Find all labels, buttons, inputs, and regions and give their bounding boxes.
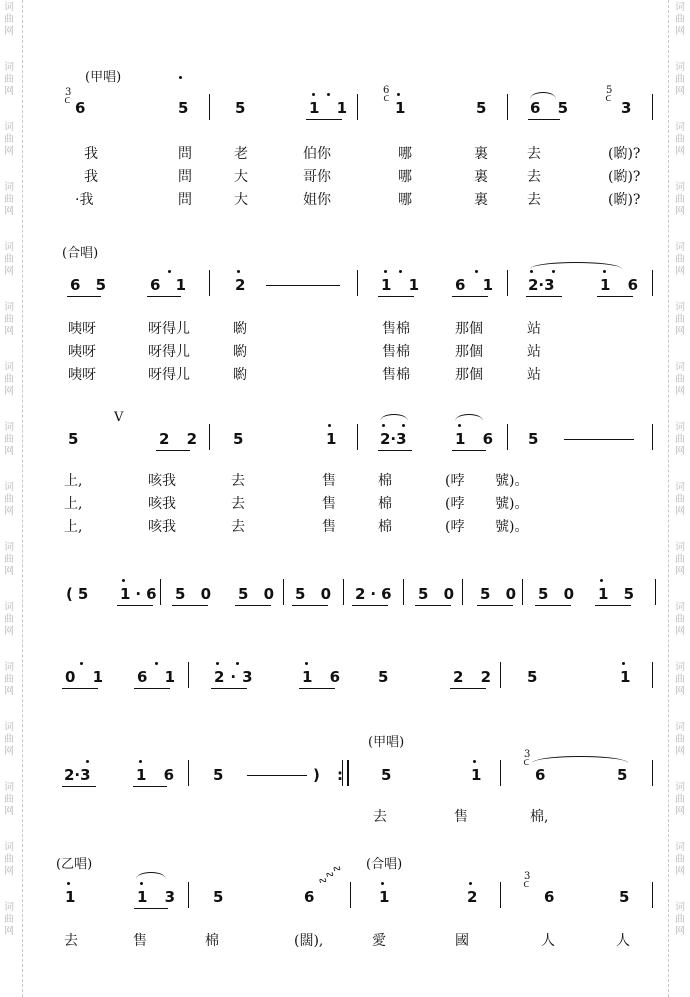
underline — [62, 786, 96, 787]
note: (5 — [66, 585, 94, 603]
note: 2 2 — [453, 668, 498, 686]
watermark: 词 曲 网 — [675, 62, 685, 97]
lyric: (哱 — [445, 519, 465, 535]
watermark: 词 曲 网 — [4, 302, 14, 337]
note: 5 — [378, 668, 395, 686]
barline — [507, 94, 508, 120]
note: 1 — [326, 430, 337, 448]
lyric: 去 — [64, 933, 78, 949]
lyric: (闊), — [294, 933, 324, 949]
note: 1 — [471, 766, 482, 784]
watermark: 词 曲 网 — [675, 422, 685, 457]
barline — [209, 94, 210, 120]
barline — [350, 882, 351, 908]
note: 5 — [213, 888, 224, 906]
underline — [597, 296, 633, 297]
underline — [62, 688, 98, 689]
note: 5 — [213, 766, 224, 784]
note: 5 — [68, 430, 79, 448]
extension-dash — [247, 775, 307, 776]
barline — [652, 94, 653, 120]
octave-dot — [67, 882, 70, 885]
lyric: 呀得儿 — [148, 367, 190, 383]
underline — [211, 688, 247, 689]
lyric: (喲)? — [608, 146, 641, 162]
underline — [450, 688, 486, 689]
right-border — [668, 0, 669, 997]
underline — [67, 296, 101, 297]
underline — [595, 605, 631, 606]
grace-note-1: 3 — [65, 87, 72, 98]
octave-dot — [122, 579, 125, 582]
octave-dot — [384, 270, 387, 273]
note: 6 1 — [137, 668, 182, 686]
note: 1 — [65, 888, 76, 906]
watermark: 词 曲 网 — [4, 602, 14, 637]
note: 1 — [395, 99, 406, 117]
lyric: 去 — [231, 519, 245, 535]
barline — [357, 270, 358, 296]
note: 5 — [381, 766, 392, 784]
watermark: 词 曲 网 — [4, 482, 14, 517]
lyric: 大 — [234, 192, 248, 208]
watermark: 词 曲 网 — [4, 722, 14, 757]
barline — [652, 760, 653, 786]
underline — [134, 908, 168, 909]
watermark: 词 曲 网 — [4, 542, 14, 577]
lyric: 咦呀 — [68, 321, 96, 337]
note: 1 — [379, 888, 390, 906]
lyric: 咦呀 — [68, 367, 96, 383]
note: 3 — [621, 99, 632, 117]
octave-dot — [397, 93, 400, 96]
lyric: 去 — [527, 146, 541, 162]
barline — [209, 424, 210, 450]
note: 5 0 — [238, 585, 280, 603]
grace-mark-2: ᒼ — [383, 94, 390, 109]
lyric: 愛 — [372, 933, 386, 949]
label-he-2: (合唱) — [366, 857, 403, 872]
underline — [415, 605, 451, 606]
octave-dot — [237, 270, 240, 273]
lyric: 呀得儿 — [148, 344, 190, 360]
slur — [136, 872, 166, 879]
watermark: 词 曲 网 — [4, 62, 14, 97]
watermark: 词 曲 网 — [675, 2, 685, 37]
octave-dot — [216, 662, 219, 665]
lyric: (哱 — [445, 496, 465, 512]
lyric: 我 — [84, 169, 98, 185]
note: 2·3 — [528, 276, 555, 294]
barline — [403, 579, 404, 605]
note: 1 6 — [600, 276, 645, 294]
note: 1 1 — [309, 99, 354, 117]
lyric: 問 — [178, 146, 192, 162]
barline — [342, 760, 343, 786]
barline — [652, 662, 653, 688]
note: 5 — [527, 668, 544, 686]
watermark: 词 曲 网 — [4, 362, 14, 397]
lyric: 售 — [133, 933, 147, 949]
note: 6 1 — [150, 276, 192, 294]
lyric: 那個 — [455, 321, 483, 337]
underline — [299, 688, 335, 689]
octave-dot — [552, 270, 555, 273]
lyric: 售 — [322, 519, 336, 535]
lyric: 伯你 — [303, 146, 331, 162]
underline — [452, 296, 488, 297]
grace-mark-1: ᒼ — [64, 96, 71, 111]
barline — [209, 270, 210, 296]
lyric: 站 — [527, 367, 541, 383]
note: 2·3 — [214, 668, 259, 686]
octave-dot — [155, 662, 158, 665]
note: 2 2 — [159, 430, 204, 448]
watermark: 词 曲 网 — [675, 182, 685, 217]
lyric: 裏 — [474, 192, 488, 208]
watermark: 词 曲 网 — [4, 2, 14, 37]
watermark: 词 曲 网 — [675, 362, 685, 397]
octave-dot — [622, 662, 625, 665]
barline — [522, 579, 523, 605]
note: 5 — [528, 430, 539, 448]
note: ) — [313, 766, 320, 784]
lyric: 咦呀 — [68, 344, 96, 360]
label-he-1: (合唱) — [62, 246, 99, 261]
barline — [507, 270, 508, 296]
octave-dot — [381, 882, 384, 885]
watermark: 词 曲 网 — [4, 182, 14, 217]
octave-dot — [473, 760, 476, 763]
lyric: 喲 — [233, 321, 247, 337]
note: 1 6 — [302, 668, 347, 686]
octave-dot — [139, 760, 142, 763]
octave-dot — [328, 424, 331, 427]
octave-dot — [458, 424, 461, 427]
watermark: 词 曲 网 — [4, 902, 14, 937]
octave-dot — [312, 93, 315, 96]
note: 1 5 — [598, 585, 640, 603]
underline — [378, 296, 414, 297]
slur — [532, 756, 628, 763]
octave-dot — [236, 662, 239, 665]
lyric: 棉 — [378, 473, 392, 489]
underline — [526, 296, 562, 297]
octave-dot — [168, 270, 171, 273]
watermark: 词 曲 网 — [4, 842, 14, 877]
lyric: 哪 — [398, 169, 412, 185]
watermark: 词 曲 网 — [4, 122, 14, 157]
lyric: 哪 — [398, 146, 412, 162]
underline — [477, 605, 513, 606]
watermark: 词 曲 网 — [675, 902, 685, 937]
lyric: 姐你 — [303, 192, 331, 208]
note: 5 0 — [538, 585, 580, 603]
barline — [500, 662, 501, 688]
note: 5 — [235, 99, 246, 117]
barline — [652, 882, 653, 908]
note: 1 3 — [137, 888, 182, 906]
lyric: 站 — [527, 321, 541, 337]
watermark: 词 曲 网 — [675, 782, 685, 817]
trill-mark: ∿∿∿ — [315, 860, 345, 889]
watermark: 词 曲 网 — [675, 842, 685, 877]
octave-dot — [600, 579, 603, 582]
underline — [117, 605, 153, 606]
repeat-sign: : — [337, 766, 343, 784]
note: 1 — [620, 668, 637, 686]
lyric: 棉 — [378, 519, 392, 535]
lyric: 咳我 — [148, 519, 176, 535]
barline — [188, 662, 189, 688]
breath-mark: V — [114, 410, 124, 425]
note: 5 0 — [175, 585, 217, 603]
lyric: 哪 — [398, 192, 412, 208]
note: 6 — [75, 99, 86, 117]
barline — [655, 579, 656, 605]
note: 6 5 — [530, 99, 575, 117]
note: 5 0 — [295, 585, 337, 603]
lyric: 咳我 — [148, 473, 176, 489]
watermark: 词 曲 网 — [675, 122, 685, 157]
lyric: 售 — [454, 809, 468, 825]
grace-note-5: 3 — [524, 871, 531, 882]
lyric: 喲 — [233, 367, 247, 383]
extension-dash — [266, 285, 340, 286]
lyric: 售 — [322, 496, 336, 512]
watermark: 词 曲 网 — [4, 242, 14, 277]
watermark: 词 曲 网 — [675, 722, 685, 757]
lyric: 售棉 — [382, 321, 410, 337]
lyric: 號)。 — [495, 473, 529, 489]
lyric: 上, — [64, 496, 83, 512]
extension-dash — [564, 439, 634, 440]
watermark: 词 曲 网 — [675, 482, 685, 517]
note: 1 6 — [136, 766, 181, 784]
lyric: 站 — [527, 344, 541, 360]
underline — [172, 605, 208, 606]
lyric: 我 — [84, 146, 98, 162]
lyric: 裏 — [474, 169, 488, 185]
watermark: 词 曲 网 — [675, 662, 685, 697]
lyric: (哱 — [445, 473, 465, 489]
lyric: ·我 — [75, 192, 94, 208]
barline — [462, 579, 463, 605]
octave-dot — [399, 270, 402, 273]
barline — [357, 94, 358, 120]
slur — [530, 262, 622, 269]
lyric: 售棉 — [382, 367, 410, 383]
slur — [455, 414, 483, 421]
octave-dot — [86, 760, 89, 763]
note: 2·6 — [355, 585, 397, 603]
lyric: 去 — [231, 473, 245, 489]
lyric: 售 — [322, 473, 336, 489]
note: 1 6 — [455, 430, 500, 448]
octave-dot — [475, 270, 478, 273]
barline — [347, 760, 349, 786]
lyric: 去 — [373, 809, 387, 825]
underline — [156, 450, 190, 451]
underline — [535, 605, 571, 606]
barline — [500, 882, 501, 908]
note: 0 1 — [65, 668, 110, 686]
note: 5 — [233, 430, 244, 448]
grace-mark-4: ᒼ — [523, 758, 530, 773]
note: 6 5 — [70, 276, 112, 294]
slur — [380, 414, 408, 421]
watermark: 词 曲 网 — [675, 602, 685, 637]
grace-note-4: 3 — [524, 749, 531, 760]
lyric: 呀得儿 — [148, 321, 190, 337]
note: 6 — [304, 888, 315, 906]
barline — [160, 579, 161, 605]
grace-mark-3: ᒼ — [605, 94, 612, 109]
label-jia-2: (甲唱) — [368, 735, 405, 750]
note: 2·3 — [64, 766, 91, 784]
grace-mark-5: ᒼ — [523, 880, 530, 895]
barline — [500, 760, 501, 786]
watermark: 词 曲 网 — [675, 542, 685, 577]
barline — [507, 424, 508, 450]
barline — [357, 424, 358, 450]
lyric: 哥你 — [303, 169, 331, 185]
lyric: 上, — [64, 519, 83, 535]
lyric: 問 — [178, 192, 192, 208]
octave-dot — [80, 662, 83, 665]
lyric: 棉 — [205, 933, 219, 949]
lyric: (喲)? — [608, 192, 641, 208]
lyric: 棉 — [378, 496, 392, 512]
note: 5 0 — [418, 585, 460, 603]
barline — [343, 579, 344, 605]
lyric: 去 — [527, 169, 541, 185]
barline — [652, 424, 653, 450]
lyric: 棉, — [530, 809, 549, 825]
octave-dot — [382, 424, 385, 427]
lyric: 上, — [64, 473, 83, 489]
slur — [530, 92, 556, 99]
barline — [652, 270, 653, 296]
label-jia-1: (甲唱) — [85, 70, 122, 85]
octave-dot — [530, 270, 533, 273]
note: 2·3 — [380, 430, 407, 448]
underline — [292, 605, 328, 606]
underline — [134, 688, 170, 689]
underline — [235, 605, 271, 606]
watermark: 词 曲 网 — [675, 302, 685, 337]
lyric: 那個 — [455, 344, 483, 360]
watermark: 词 曲 网 — [4, 662, 14, 697]
octave-dot — [402, 424, 405, 427]
note: 5 — [617, 766, 628, 784]
lyric: (喲)? — [608, 169, 641, 185]
lyric: 人 — [616, 933, 630, 949]
note: 6 — [544, 888, 555, 906]
lyric: 咳我 — [148, 496, 176, 512]
lyric: 號)。 — [495, 496, 529, 512]
grace-note-2: 6 — [383, 85, 390, 96]
lyric: 售棉 — [382, 344, 410, 360]
note: 5 0 — [480, 585, 522, 603]
barline — [283, 579, 284, 605]
note: 1 1 — [381, 276, 426, 294]
lyric: 老 — [234, 146, 248, 162]
note: 2 — [235, 276, 246, 294]
note: 5 — [476, 99, 487, 117]
watermark: 词 曲 网 — [675, 242, 685, 277]
grace-note-3: 5 — [606, 85, 613, 96]
lyric: 問 — [178, 169, 192, 185]
barline — [188, 882, 189, 908]
note: 5 — [178, 99, 189, 117]
lyric: 喲 — [233, 344, 247, 360]
barline — [188, 760, 189, 786]
underline — [306, 119, 342, 120]
lyric: 裏 — [474, 146, 488, 162]
watermark: 词 曲 网 — [4, 422, 14, 457]
note: 1·6 — [120, 585, 162, 603]
stray-dot — [179, 76, 182, 79]
octave-dot — [140, 882, 143, 885]
note: 2 — [467, 888, 478, 906]
underline — [147, 296, 181, 297]
underline — [528, 119, 560, 120]
underline — [378, 450, 412, 451]
lyric: 那個 — [455, 367, 483, 383]
lyric: 大 — [234, 169, 248, 185]
note: 6 1 — [455, 276, 500, 294]
octave-dot — [305, 662, 308, 665]
octave-dot — [469, 882, 472, 885]
note: 5 — [619, 888, 630, 906]
left-border — [22, 0, 23, 997]
lyric: 國 — [455, 933, 469, 949]
lyric: 去 — [527, 192, 541, 208]
label-yi: (乙唱) — [56, 857, 93, 872]
octave-dot — [603, 270, 606, 273]
lyric: 號)。 — [495, 519, 529, 535]
underline — [352, 605, 388, 606]
lyric: 人 — [541, 933, 555, 949]
note: 6 — [535, 766, 546, 784]
lyric: 去 — [231, 496, 245, 512]
watermark: 词 曲 网 — [4, 782, 14, 817]
underline — [133, 786, 167, 787]
octave-dot — [327, 93, 330, 96]
underline — [452, 450, 486, 451]
